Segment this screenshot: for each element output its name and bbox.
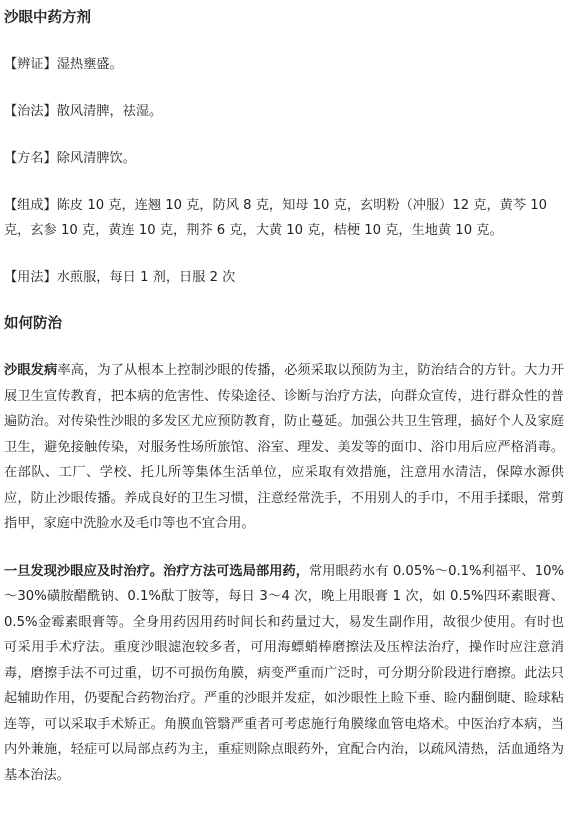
item-label: 【治法】	[4, 104, 57, 119]
paragraph-treatment	[4, 559, 564, 789]
paragraph-lead: 一旦发现沙眼应及时治疗。治疗方法可选局部用药，	[4, 563, 310, 579]
item-bianzheng	[4, 52, 564, 77]
item-fangming	[4, 146, 564, 171]
item-zhifa	[4, 99, 564, 124]
section-heading-prevention: 如何防治	[4, 316, 62, 332]
item-zucheng	[4, 193, 564, 243]
item-text: 湿热壅盛。	[56, 57, 123, 72]
item-text: 散风清脾，祛湿。	[56, 104, 163, 119]
item-label: 【辨证】	[4, 57, 57, 72]
paragraph-text: 常用眼药水有 0.05%～0.1%利福平、10%～30%磺胺醋酰钠、0.1%酞丁胺等，每日 3～4 次，晚上用眼膏 1 次，如 0.5%四环素眼膏、0.5%金霉素眼膏等。全身用药因用药时间长和药量过大，易发生副作用，故很少使用。有时也可采用手术疗法。重度沙眼滤泡较多者，可用海螵蛸棒磨擦法及压榨法治疗，操作时应注意消毒，磨擦手法不可过重，切不可损伤角膜，病变严重而广泛时，可分期分阶段进行磨擦。此法只起辅助作用，仍要配合药物治疗。严重的沙眼并发症，如沙眼性上睑下垂、睑内翻倒睫、睑球粘连等，可以采取手术矫正。角膜血管翳严重者可考虑施行角膜缘血管电烙术。中医治疗本病，当内外兼施，轻症可以局部点药为主，重症则除点眼药外，宜配合内治，以疏风清热，活血通络为基本治法。	[4, 563, 565, 783]
item-label: 【组成】	[4, 198, 57, 213]
paragraph-prevention	[4, 358, 564, 537]
item-text: 陈皮 10 克，连翘 10 克，防风 8 克，知母 10 克，玄明粉（冲服）12 克，黄芩 10 克，玄参 10 克，黄连 10 克，荆芥 6 克，大黄 10 克，桔梗 10 克，生地黄 10 克。	[4, 198, 548, 238]
item-text: 除风清脾饮。	[56, 151, 136, 166]
item-text: 水煎服，每日 1 剂，日服 2 次	[56, 270, 236, 285]
item-label: 【用法】	[4, 270, 57, 285]
item-label: 【方名】	[4, 151, 57, 166]
paragraph-lead: 沙眼发病	[4, 363, 58, 378]
item-yongfa	[4, 265, 564, 290]
section-heading-formula: 沙眼中药方剂	[4, 10, 91, 26]
paragraph-text: 率高，为了从根本上控制沙眼的传播，必须采取以预防为主，防治结合的方针。大力开展卫生宣传教育，把本病的危害性、传染途径、诊断与治疗方法，向群众宣传，进行群众性的普遍防治。对传染性沙眼的多发区尤应预防教育，防止蔓延。加强公共卫生管理，搞好个人及家庭卫生，避免接触传染，对服务性场所旅馆、浴室、理发、美发等的面巾、浴巾用后应严格消毒。在部队、工厂、学校、托儿所等集体生活单位，应采取有效措施，注意用水清洁，保障水源供应，防止沙眼传播。养成良好的卫生习惯，注意经常洗手，不用别人的手巾，不用手揉眼，常剪指甲，家庭中洗脸水及毛巾等也不宜合用。	[4, 363, 565, 531]
